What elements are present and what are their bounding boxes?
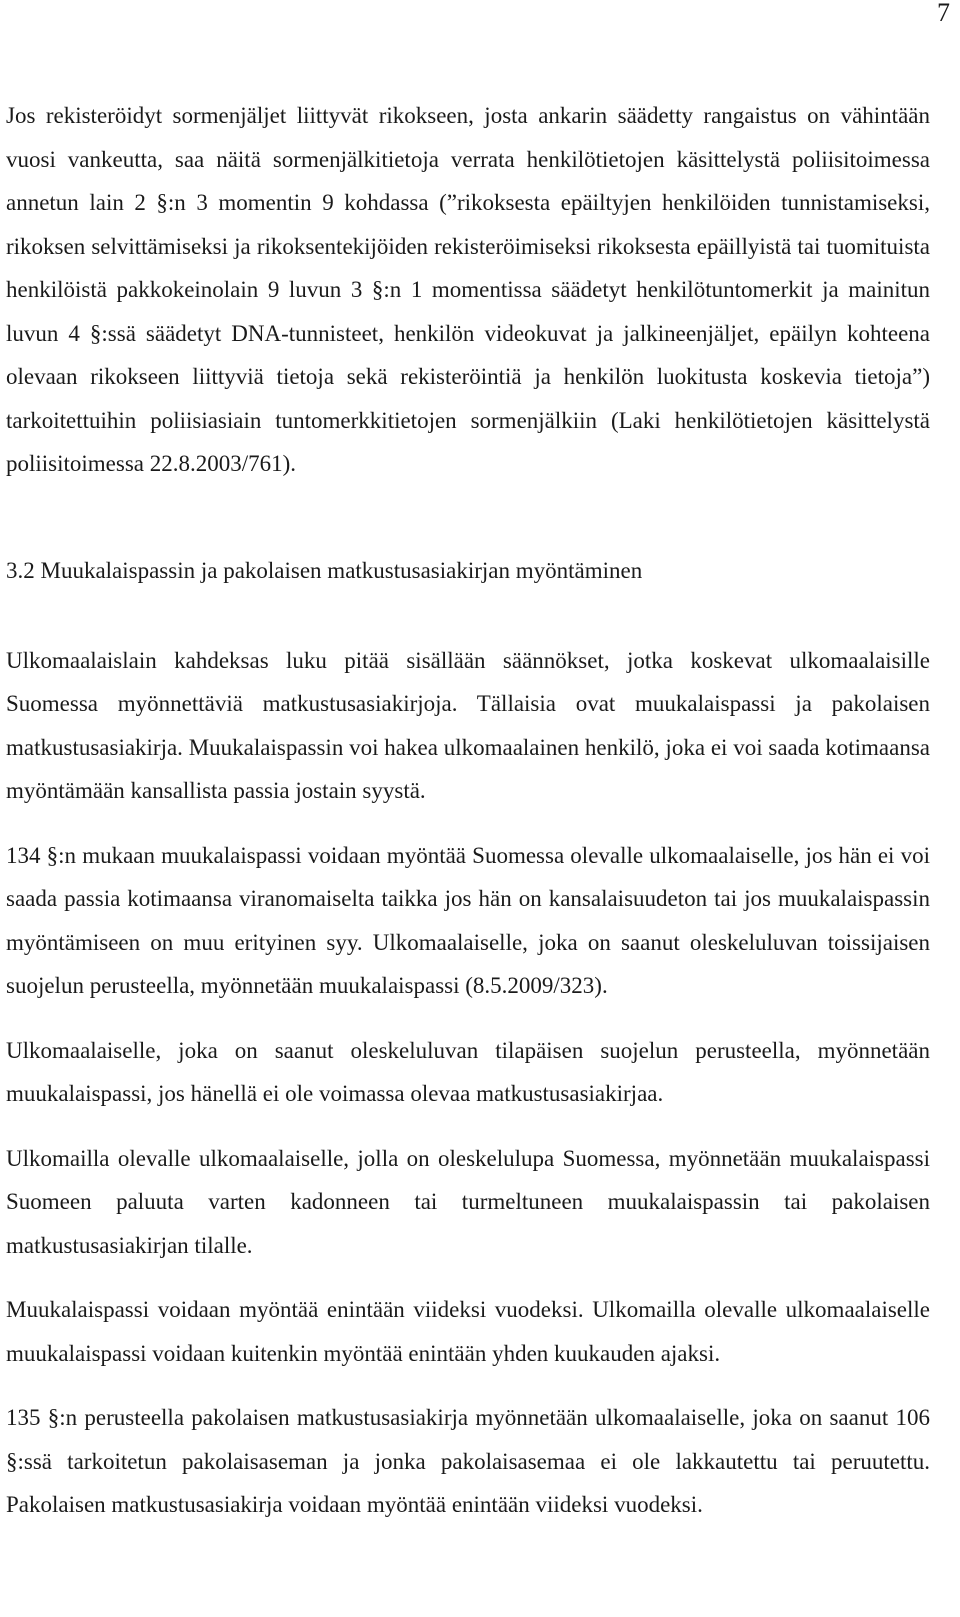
paragraph-validity: Muukalaispassi voidaan myöntää enintään viideksi vuodeksi. Ulkomailla olevalle ulkomaalaiselle muukalaispassi voidaan kuitenkin myöntää enintään yhden kuukauden ajaksi. xyxy=(6,1297,930,1366)
section-heading: 3.2 Muukalaispassin ja pakolaisen matkustusasiakirjan myöntäminen xyxy=(6,557,643,583)
paragraph-temporary-protection: Ulkomaalaiselle, joka on saanut oleskeluluvan tilapäisen suojelun perusteella, myönnetään muukalaispassi, jos hänellä ei ole voimassa olevaa matkustusasiakirjaa. xyxy=(6,1037,930,1106)
paragraph-return-to-finland: Ulkomailla olevalle ulkomaalaiselle, jolla on oleskelulupa Suomessa, myönnetään muukalaispassi Suomeen paluuta varten kadonneen tai turmeltuneen muukalaispassin tai pakolaisen matkustusasiakirjan tilalle. xyxy=(6,1145,930,1258)
document-body xyxy=(6,94,930,1527)
paragraph-section-135: 135 §:n perusteella pakolaisen matkustusasiakirja myönnetään ulkomaalaiselle, joka on saanut 106 §:ssä tarkoitetun pakolaisaseman ja jonka pakolaisasemaa ei ole lakkautettu tai peruutettu. Pakolaisen matkustusasiakirja voidaan myöntää enintään viideksi vuodeksi. xyxy=(6,1405,930,1517)
page-number: 7 xyxy=(937,0,950,27)
paragraph-fingerprint-comparison: Jos rekisteröidyt sormenjäljet liittyvät rikokseen, josta ankarin säädetty rangaistus on vähintään vuosi vankeutta, saa näitä sormenjälkitietoja verrata henkilötietojen käsittelystä poliisitoimessa annetun lain 2 §:n 3 momentin 9 kohdassa (”rikoksesta epäiltyjen henkilöiden tunnistamiseksi, rikoksen selvittämiseksi ja rikoksentekijöiden rekisteröimiseksi rikoksesta epäillyistä tai tuomituista henkilöistä pakkokeinolain 9 luvun 3 §:n 1 momentissa säädetyt henkilötuntomerkit ja mainitun luvun 4 §:ssä säädetyt DNA-tunnisteet, henkilön videokuvat ja jalkineenjäljet, epäilyn kohteena olevaan rikokseen liittyviä tietoja sekä rekisteröintiä ja henkilön luokitusta koskevia tietoja”) tarkoitettuihin poliisiasiain tuntomerkkitietojen sormenjälkiin (Laki henkilötietojen käsittelystä poliisitoimessa 22.8.2003/761). xyxy=(6,103,930,476)
paragraph-travel-documents: Ulkomaalaislain kahdeksas luku pitää sisällään säännökset, jotka koskevat ulkomaalaisille Suomessa myönnettäviä matkustusasiakirjoja. Tällaisia ovat muukalaispassi ja pakolaisen matkustusasiakirja. Muukalaispassin voi hakea ulkomaalainen henkilö, joka ei voi saada kotimaansa myöntämään kansallista passia jostain syystä. xyxy=(6,647,930,803)
paragraph-section-134: 134 §:n mukaan muukalaispassi voidaan myöntää Suomessa olevalle ulkomaalaiselle, jos hän ei voi saada passia kotimaansa viranomaiselta taikka jos hän on kansalaisuudeton tai jos muukalaispassin myöntämiseen on muu erityinen syy. Ulkomaalaiselle, joka on saanut oleskeluluvan toissijaisen suojelun perusteella, myönnetään muukalaispassi (8.5.2009/323). xyxy=(6,842,930,998)
